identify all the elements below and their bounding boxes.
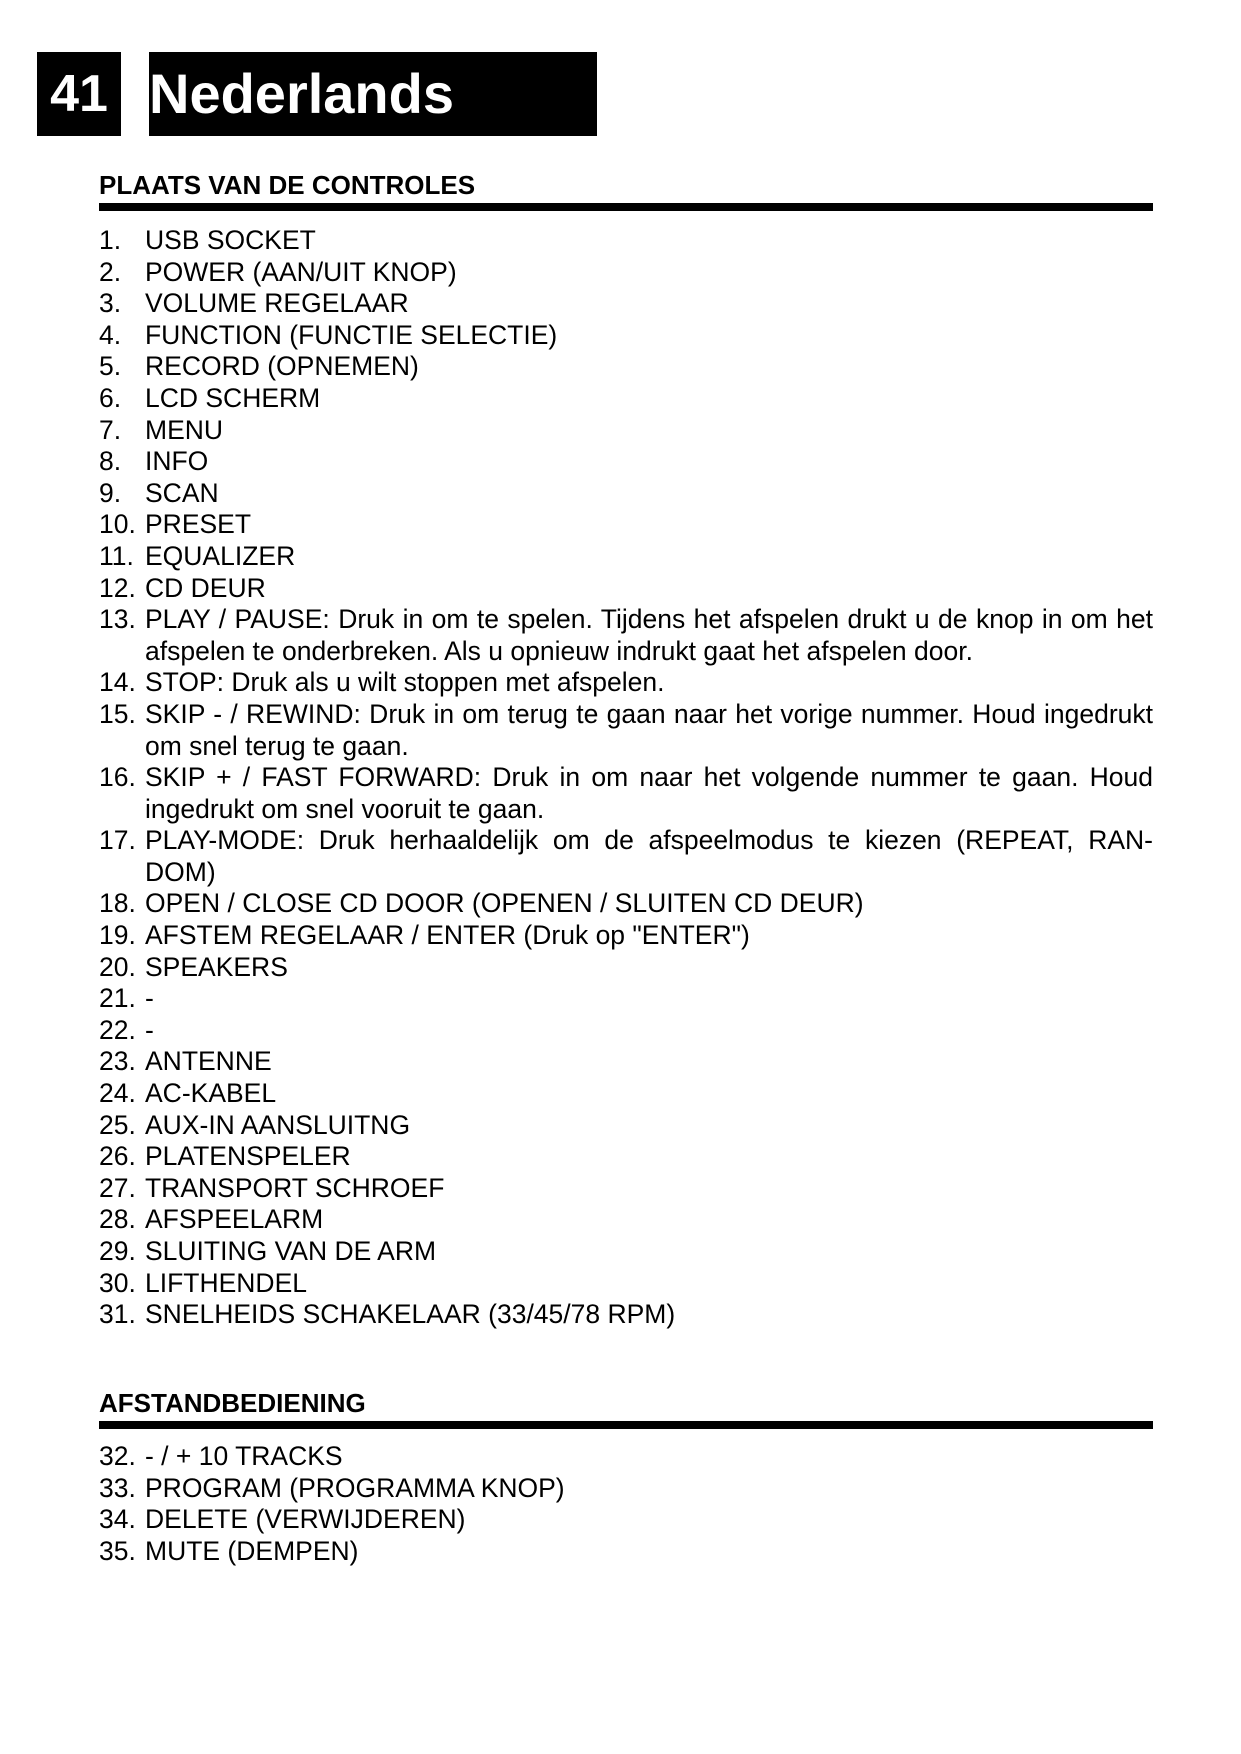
list-item bbox=[99, 509, 1153, 541]
list-item-text: CD DEUR bbox=[145, 572, 266, 603]
list-item-text: - bbox=[145, 1014, 154, 1045]
list-item-number: 13. bbox=[99, 604, 136, 635]
list-item-number: 14. bbox=[99, 667, 136, 698]
list-item bbox=[99, 762, 1153, 825]
list-item-text: AFSPEELARM bbox=[145, 1204, 324, 1235]
list-item-text: POWER (AAN/UIT KNOP) bbox=[145, 256, 457, 287]
list-item-number: 30. bbox=[99, 1267, 136, 1298]
list-item-number: 22. bbox=[99, 1014, 136, 1045]
list-item-number: 10. bbox=[99, 509, 136, 540]
list-item bbox=[99, 446, 1153, 478]
list-item bbox=[99, 1441, 1153, 1473]
list-item-text: AFSTEM REGELAAR / ENTER (Druk op "ENTER") bbox=[145, 920, 750, 951]
list-item-text: PROGRAM (PROGRAMMA KNOP) bbox=[145, 1472, 565, 1503]
list-item bbox=[99, 541, 1153, 573]
list-item-text: DELETE (VERWIJDEREN) bbox=[145, 1504, 466, 1535]
list-item-text: SKIP + / FAST FORWARD: Druk in om naar het volgende nummer te gaan. Houd ingedrukt om snel vooruit te gaan. bbox=[145, 762, 1153, 824]
list-item bbox=[99, 288, 1153, 320]
list-item-number: 33. bbox=[99, 1472, 136, 1503]
remote-heading: AFSTANDBEDIENING bbox=[99, 1388, 1153, 1429]
list-item-number: 23. bbox=[99, 1046, 136, 1077]
list-item bbox=[99, 320, 1153, 352]
list-item-text: USB SOCKET bbox=[145, 225, 316, 255]
list-item bbox=[99, 1046, 1153, 1078]
list-item bbox=[99, 383, 1153, 415]
list-item-number: 19. bbox=[99, 920, 136, 951]
list-item-text: SKIP - / REWIND: Druk in om terug te gaan naar het vorige nummer. Houd ingedrukt om snel terug te gaan. bbox=[145, 698, 1153, 761]
list-item-text: STOP: Druk als u wilt stoppen met afspelen. bbox=[145, 667, 665, 698]
list-item-number: 3. bbox=[99, 288, 122, 319]
list-item-text: RECORD (OPNEMEN) bbox=[145, 351, 419, 382]
list-item-number: 4. bbox=[99, 319, 122, 350]
controls-list bbox=[99, 225, 1153, 1331]
list-item-text: PRESET bbox=[145, 509, 252, 540]
list-item-text: AUX-IN AANSLUITNG bbox=[145, 1109, 411, 1140]
list-item-number: 20. bbox=[99, 951, 136, 982]
list-item-number: 25. bbox=[99, 1109, 136, 1140]
list-item bbox=[99, 225, 1153, 257]
list-item-text: SNELHEIDS SCHAKELAAR (33/45/78 RPM) bbox=[145, 1299, 676, 1330]
list-item bbox=[99, 1473, 1153, 1505]
list-item-number: 1. bbox=[99, 225, 122, 255]
list-item-text: INFO bbox=[145, 446, 209, 477]
list-item-text: TRANSPORT SCHROEF bbox=[145, 1172, 445, 1203]
list-item bbox=[99, 415, 1153, 447]
list-item bbox=[99, 1268, 1153, 1300]
list-item-text: PLAY / PAUSE: Druk in om te spelen. Tijdens het afspelen drukt u de knop in om het afspelen te onderbreken. Als u opnieuw indrukt gaat het afspelen door. bbox=[145, 604, 1153, 666]
list-item-number: 15. bbox=[99, 698, 136, 729]
list-item-text: SCAN bbox=[145, 477, 219, 508]
list-item-number: 8. bbox=[99, 446, 122, 477]
list-item-number: 29. bbox=[99, 1236, 136, 1266]
list-item-text: MENU bbox=[145, 414, 224, 445]
list-item bbox=[99, 1173, 1153, 1205]
list-item-number: 21. bbox=[99, 983, 136, 1014]
list-item-text: AC-KABEL bbox=[145, 1078, 277, 1109]
list-item-number: 2. bbox=[99, 256, 122, 287]
list-item bbox=[99, 699, 1153, 762]
language-title: Nederlands bbox=[149, 52, 597, 136]
list-item-number: 6. bbox=[99, 382, 122, 413]
list-item bbox=[99, 1536, 1153, 1568]
list-item-number: 11. bbox=[99, 540, 134, 571]
list-item-number: 12. bbox=[99, 572, 136, 603]
list-item bbox=[99, 920, 1153, 952]
list-item-number: 34. bbox=[99, 1504, 136, 1535]
list-item-text: ANTENNE bbox=[145, 1046, 272, 1077]
remote-section bbox=[99, 1388, 1153, 1567]
list-item-number: 7. bbox=[99, 414, 122, 445]
list-item bbox=[99, 952, 1153, 984]
list-item-text: EQUALIZER bbox=[145, 540, 296, 571]
list-item bbox=[99, 1015, 1153, 1047]
list-item bbox=[99, 1299, 1153, 1331]
list-item-number: 16. bbox=[99, 762, 136, 793]
list-item-number: 24. bbox=[99, 1078, 136, 1109]
list-item-number: 5. bbox=[99, 351, 122, 382]
list-item bbox=[99, 1078, 1153, 1110]
remote-list bbox=[99, 1441, 1153, 1567]
list-item-text: OPEN / CLOSE CD DOOR (OPENEN / SLUITEN CD DEUR) bbox=[145, 888, 864, 919]
controls-heading: PLAATS VAN DE CONTROLES bbox=[99, 170, 1153, 211]
list-item-number: 31. bbox=[99, 1299, 136, 1330]
list-item bbox=[99, 604, 1153, 667]
list-item-text: PLATENSPELER bbox=[145, 1141, 351, 1172]
list-item bbox=[99, 1141, 1153, 1173]
list-item-number: 26. bbox=[99, 1141, 136, 1172]
list-item bbox=[99, 257, 1153, 289]
list-item bbox=[99, 983, 1153, 1015]
list-item bbox=[99, 478, 1153, 510]
list-item-text: LCD SCHERM bbox=[145, 382, 321, 413]
list-item-text: - / + 10 TRACKS bbox=[145, 1441, 343, 1471]
list-item bbox=[99, 1504, 1153, 1536]
list-item bbox=[99, 667, 1153, 699]
controls-section bbox=[99, 170, 1153, 1331]
list-item-text: MUTE (DEMPEN) bbox=[145, 1535, 359, 1566]
list-item-number: 17. bbox=[99, 825, 136, 856]
list-item bbox=[99, 1110, 1153, 1142]
list-item bbox=[99, 825, 1153, 888]
list-item-text: SLUITING VAN DE ARM bbox=[145, 1236, 437, 1266]
list-item-text: FUNCTION (FUNCTIE SELECTIE) bbox=[145, 319, 558, 350]
list-item-number: 35. bbox=[99, 1535, 136, 1566]
list-item bbox=[99, 1236, 1153, 1268]
list-item bbox=[99, 573, 1153, 605]
list-item bbox=[99, 351, 1153, 383]
page-number: 41 bbox=[37, 52, 121, 136]
list-item-text: PLAY-MODE: Druk herhaaldelijk om de afspeelmodus te kiezen (REPEAT, RAN-DOM) bbox=[145, 825, 1153, 887]
list-item bbox=[99, 888, 1153, 920]
list-item-number: 18. bbox=[99, 888, 136, 919]
list-item bbox=[99, 1204, 1153, 1236]
list-item-text: - bbox=[145, 983, 154, 1014]
list-item-number: 28. bbox=[99, 1204, 136, 1235]
list-item-number: 27. bbox=[99, 1172, 136, 1203]
list-item-number: 32. bbox=[99, 1441, 136, 1471]
list-item-text: LIFTHENDEL bbox=[145, 1267, 307, 1298]
list-item-number: 9. bbox=[99, 477, 122, 508]
list-item-text: VOLUME REGELAAR bbox=[145, 288, 409, 319]
list-item-text: SPEAKERS bbox=[145, 951, 288, 982]
